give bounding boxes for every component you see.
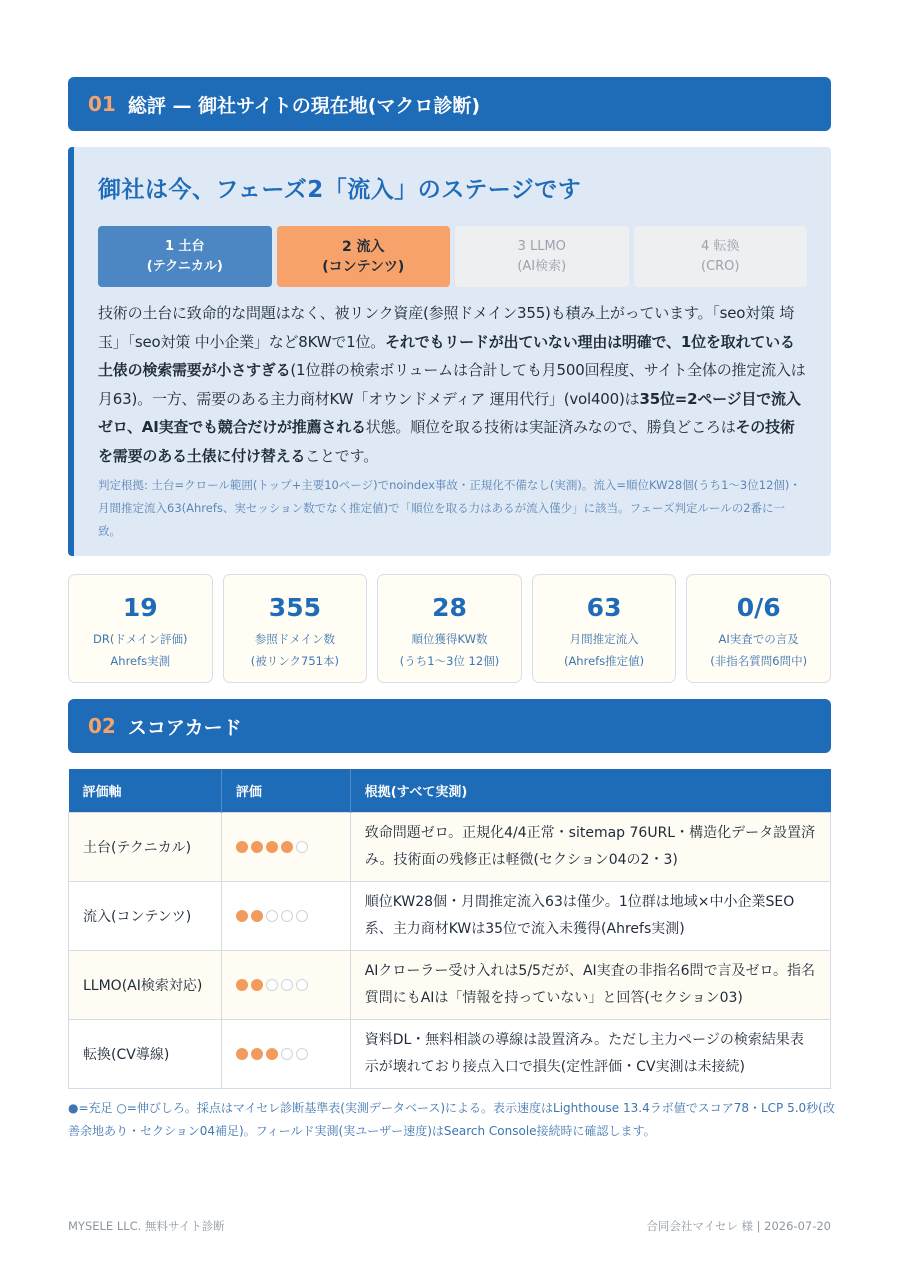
summary-paragraph — [98, 299, 807, 470]
score-dot-filled-icon — [236, 910, 248, 922]
score-dot-empty-icon — [281, 979, 293, 991]
metric-sublabel: (被リンク751本) — [250, 654, 339, 668]
metric-sublabel: Ahrefs実測 — [110, 654, 171, 668]
axis-cell: 土台(テクニカル) — [69, 812, 222, 881]
metric-cards — [68, 574, 831, 683]
summary-emphasis: その技術を需要のある土俵に付け替える — [98, 418, 795, 465]
reason-cell: AIクローラー受け入れは5/5だが、AI実査の非指名6問で言及ゼロ。指名質問にもAIは「情報を持っていない」と回答(セクション03) — [350, 950, 830, 1019]
metric-card-ranked-kw — [377, 574, 522, 683]
section-title: スコアカード — [127, 716, 242, 739]
summary-panel — [68, 147, 831, 556]
footer-client-date: 合同会社マイセレ 様 | 2026-07-20 — [646, 1219, 831, 1233]
scorecard-note: ●=充足 ○=伸びしろ。採点はマイセレ診断基準表(実測データベース)による。表示速度はLighthouse 13.4ラボ値でスコア78・LCP 5.0秒(改善余地あり・セクション04補足)。フィールド実測(実ユーザー速度)はSearch Console接続時に確認します。 — [68, 1101, 835, 1138]
metric-label: 順位獲得KW数 — [411, 632, 488, 646]
phase-headline — [98, 171, 807, 204]
metric-label: DR(ドメイン評価) — [93, 632, 188, 646]
footer-company: MYSELE LLC. 無料サイト診断 — [68, 1219, 225, 1233]
metric-value: 63 — [586, 593, 622, 622]
metric-value: 355 — [268, 593, 321, 622]
metric-value: 19 — [122, 593, 158, 622]
phase-step-2 — [277, 226, 451, 287]
summary-emphasis: それでもリードが出ていない理由は明確で、1位を取れている土俵の検索需要が小さすぎる — [98, 332, 795, 379]
score-dot-filled-icon — [281, 841, 293, 853]
section-02-header — [68, 699, 831, 753]
score-dot-empty-icon — [266, 910, 278, 922]
phase-step-label: 2 流入 — [341, 238, 385, 255]
score-dot-empty-icon — [296, 979, 308, 991]
phase-headline-tail: のステージです — [417, 177, 582, 203]
table-header-row — [69, 769, 831, 812]
section-title: 総評 — 御社サイトの現在地(マクロ診断) — [127, 94, 481, 117]
score-dot-filled-icon — [266, 841, 278, 853]
metric-value: 28 — [432, 593, 467, 622]
phase-step-label: 3 LLMO — [517, 238, 566, 254]
reason-cell: 致命問題ゼロ。正規化4/4正常・sitemap 76URL・構造化データ設置済み。技術面の残修正は軽微(セクション04の2・3) — [350, 812, 830, 881]
summary-text: 技術の土台に致命的な問題はなく、被リンク資産(参照ドメイン355)も積み上がっています。「seo対策 埼玉」「seo対策 中小企業」など8KWで1位。 — [98, 304, 795, 351]
column-header-reason: 根拠(すべて実測) — [350, 769, 830, 812]
score-cell — [221, 1019, 350, 1088]
score-dot-filled-icon — [251, 1048, 263, 1060]
metric-card-ref-domains — [223, 574, 368, 683]
axis-cell: LLMO(AI検索対応) — [69, 950, 222, 1019]
reason-cell: 順位KW28個・月間推定流入63は僅少。1位群は地域×中小企業SEO系、主力商材KWは35位で流入未獲得(Ahrefs実測) — [350, 881, 830, 950]
score-dot-empty-icon — [296, 841, 308, 853]
scorecard-table — [68, 769, 831, 1089]
metric-sublabel: (うち1〜3位 12個) — [399, 654, 500, 668]
phase-step-4 — [634, 226, 808, 287]
phase-step-sublabel: (コンテンツ) — [322, 258, 405, 275]
phase-step-label: 4 転換 — [701, 238, 740, 254]
table-row — [69, 950, 831, 1019]
score-dot-empty-icon — [281, 1048, 293, 1060]
column-header-score: 評価 — [221, 769, 350, 812]
phase-step-label: 1 土台 — [164, 238, 205, 254]
table-row — [69, 1019, 831, 1088]
score-dot-empty-icon — [266, 979, 278, 991]
score-dot-filled-icon — [236, 979, 248, 991]
axis-cell: 流入(コンテンツ) — [69, 881, 222, 950]
summary-emphasis: 35位=2ページ目で流入ゼロ、AI実査でも競合だけが推薦される — [98, 389, 801, 436]
section-number: 01 — [88, 92, 116, 116]
metric-card-ai-mentions — [686, 574, 831, 683]
metric-value: 0/6 — [736, 593, 781, 622]
score-cell — [221, 950, 350, 1019]
summary-text: (1位群の検索ボリュームは合計しても月500回程度、サイト全体の推定流入は月63)。一方、需要のある主力商材KW「オウンドメディア 運用代行」(vol400)は — [98, 361, 806, 408]
score-dot-filled-icon — [236, 841, 248, 853]
metric-card-traffic — [532, 574, 677, 683]
column-header-axis: 評価軸 — [69, 769, 222, 812]
metric-label: AI実査での言及 — [718, 632, 799, 646]
phase-step-sublabel: (テクニカル) — [146, 258, 223, 274]
score-dot-empty-icon — [281, 910, 293, 922]
section-01-header — [68, 77, 831, 131]
phase-step-3 — [455, 226, 629, 287]
table-row — [69, 812, 831, 881]
table-row — [69, 881, 831, 950]
metric-label: 月間推定流入 — [569, 632, 639, 646]
score-dot-filled-icon — [236, 1048, 248, 1060]
score-dot-filled-icon — [251, 979, 263, 991]
score-dot-empty-icon — [296, 910, 308, 922]
metric-sublabel: (Ahrefs推定値) — [563, 654, 645, 668]
phase-step-sublabel: (CRO) — [701, 258, 740, 274]
score-dot-filled-icon — [266, 1048, 278, 1060]
judgment-basis-note: 判定根拠: 土台=クロール範囲(トップ+主要10ページ)でnoindex事故・正規化不備なし(実測)。流入=順位KW28個(うち1〜3位12個)・月間推定流入63(Ahrefs、実セッション数でなく推定値)で「順位を取る力はあるが流入僅少」に該当。フェーズ判定ルールの2番に一致。 — [98, 478, 801, 538]
score-dot-empty-icon — [296, 1048, 308, 1060]
metric-sublabel: (非指名質問6問中) — [710, 654, 808, 668]
summary-text: 状態。順位を取る技術は実証済みなので、勝負どころは — [365, 418, 736, 436]
reason-cell: 資料DL・無料相談の導線は設置済み。ただし主力ページの検索結果表示が壊れており接点入口で損失(定性評価・CV実測は未接続) — [350, 1019, 830, 1088]
score-dot-filled-icon — [251, 841, 263, 853]
metric-card-dr — [68, 574, 213, 683]
score-cell — [221, 812, 350, 881]
axis-cell: 転換(CV導線) — [69, 1019, 222, 1088]
phase-stepper — [98, 226, 807, 287]
phase-step-1 — [98, 226, 272, 287]
score-cell — [221, 881, 350, 950]
phase-headline-main: 御社は今、フェーズ2「流入」 — [98, 177, 418, 203]
phase-step-sublabel: (AI検索) — [517, 258, 567, 274]
metric-label: 参照ドメイン数 — [254, 632, 335, 646]
section-number: 02 — [88, 714, 116, 738]
summary-text: ことです。 — [305, 446, 379, 465]
score-dot-filled-icon — [251, 910, 263, 922]
